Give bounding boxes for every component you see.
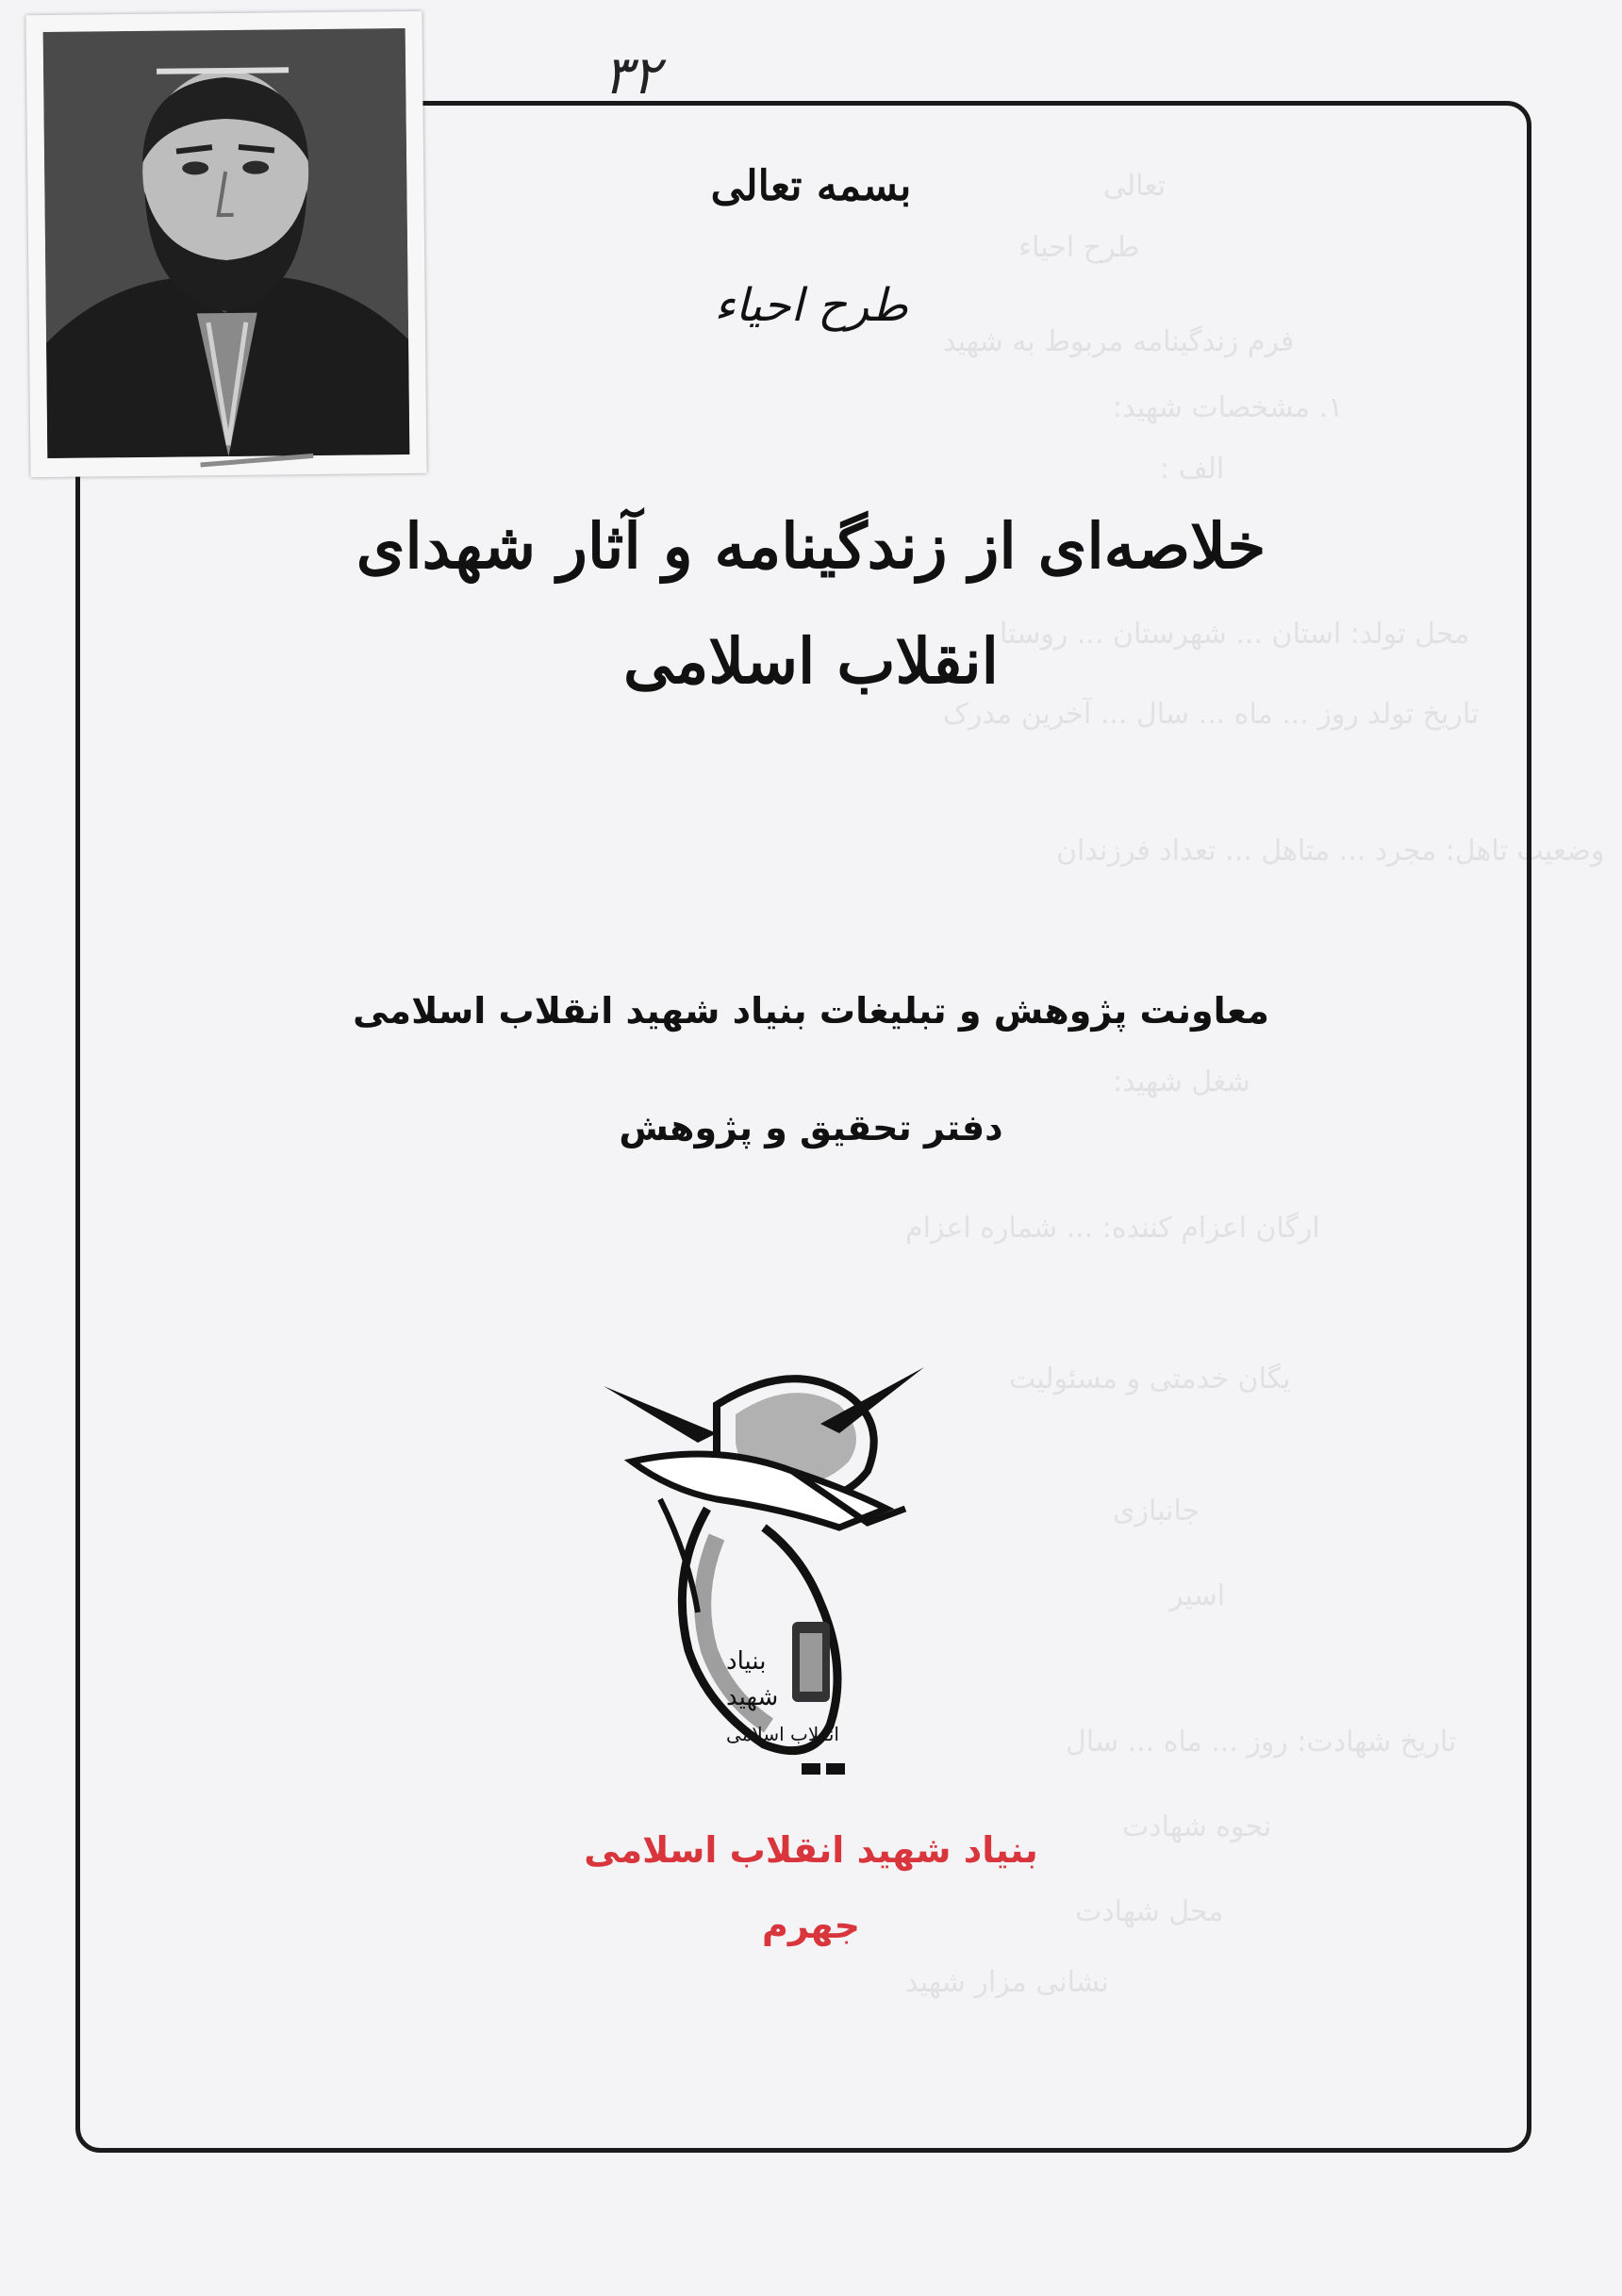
- project-name: طرح احیاء: [714, 279, 908, 332]
- logo-text-line-2: شهید: [726, 1683, 779, 1711]
- document-title-line-1: خلاصه‌ای از زندگینامه و آثار شهدای: [356, 509, 1266, 583]
- stamp-line-2: جهرم: [762, 1905, 860, 1946]
- martyr-foundation-emblem-icon: [604, 1367, 1018, 1801]
- portrait-photo: [25, 11, 426, 477]
- deputy-department: معاونت پژوهش و تبلیغات بنیاد شهید انقلاب اسلامی: [353, 990, 1269, 1032]
- logo-text-line-1: بنیاد: [726, 1647, 767, 1676]
- research-office: دفتر تحقیق و پژوهش: [619, 1107, 1003, 1148]
- logo-text-line-3: انقلاب اسلامی: [726, 1723, 839, 1745]
- document-title-line-2: انقلاب اسلامی: [623, 624, 999, 698]
- stamp-line-1: بنیاد شهید انقلاب اسلامی: [584, 1829, 1038, 1871]
- portrait-photo-icon: [43, 28, 410, 458]
- bismillah-heading: بسمه تعالی: [710, 162, 912, 210]
- page-number: ۳۲: [603, 45, 661, 107]
